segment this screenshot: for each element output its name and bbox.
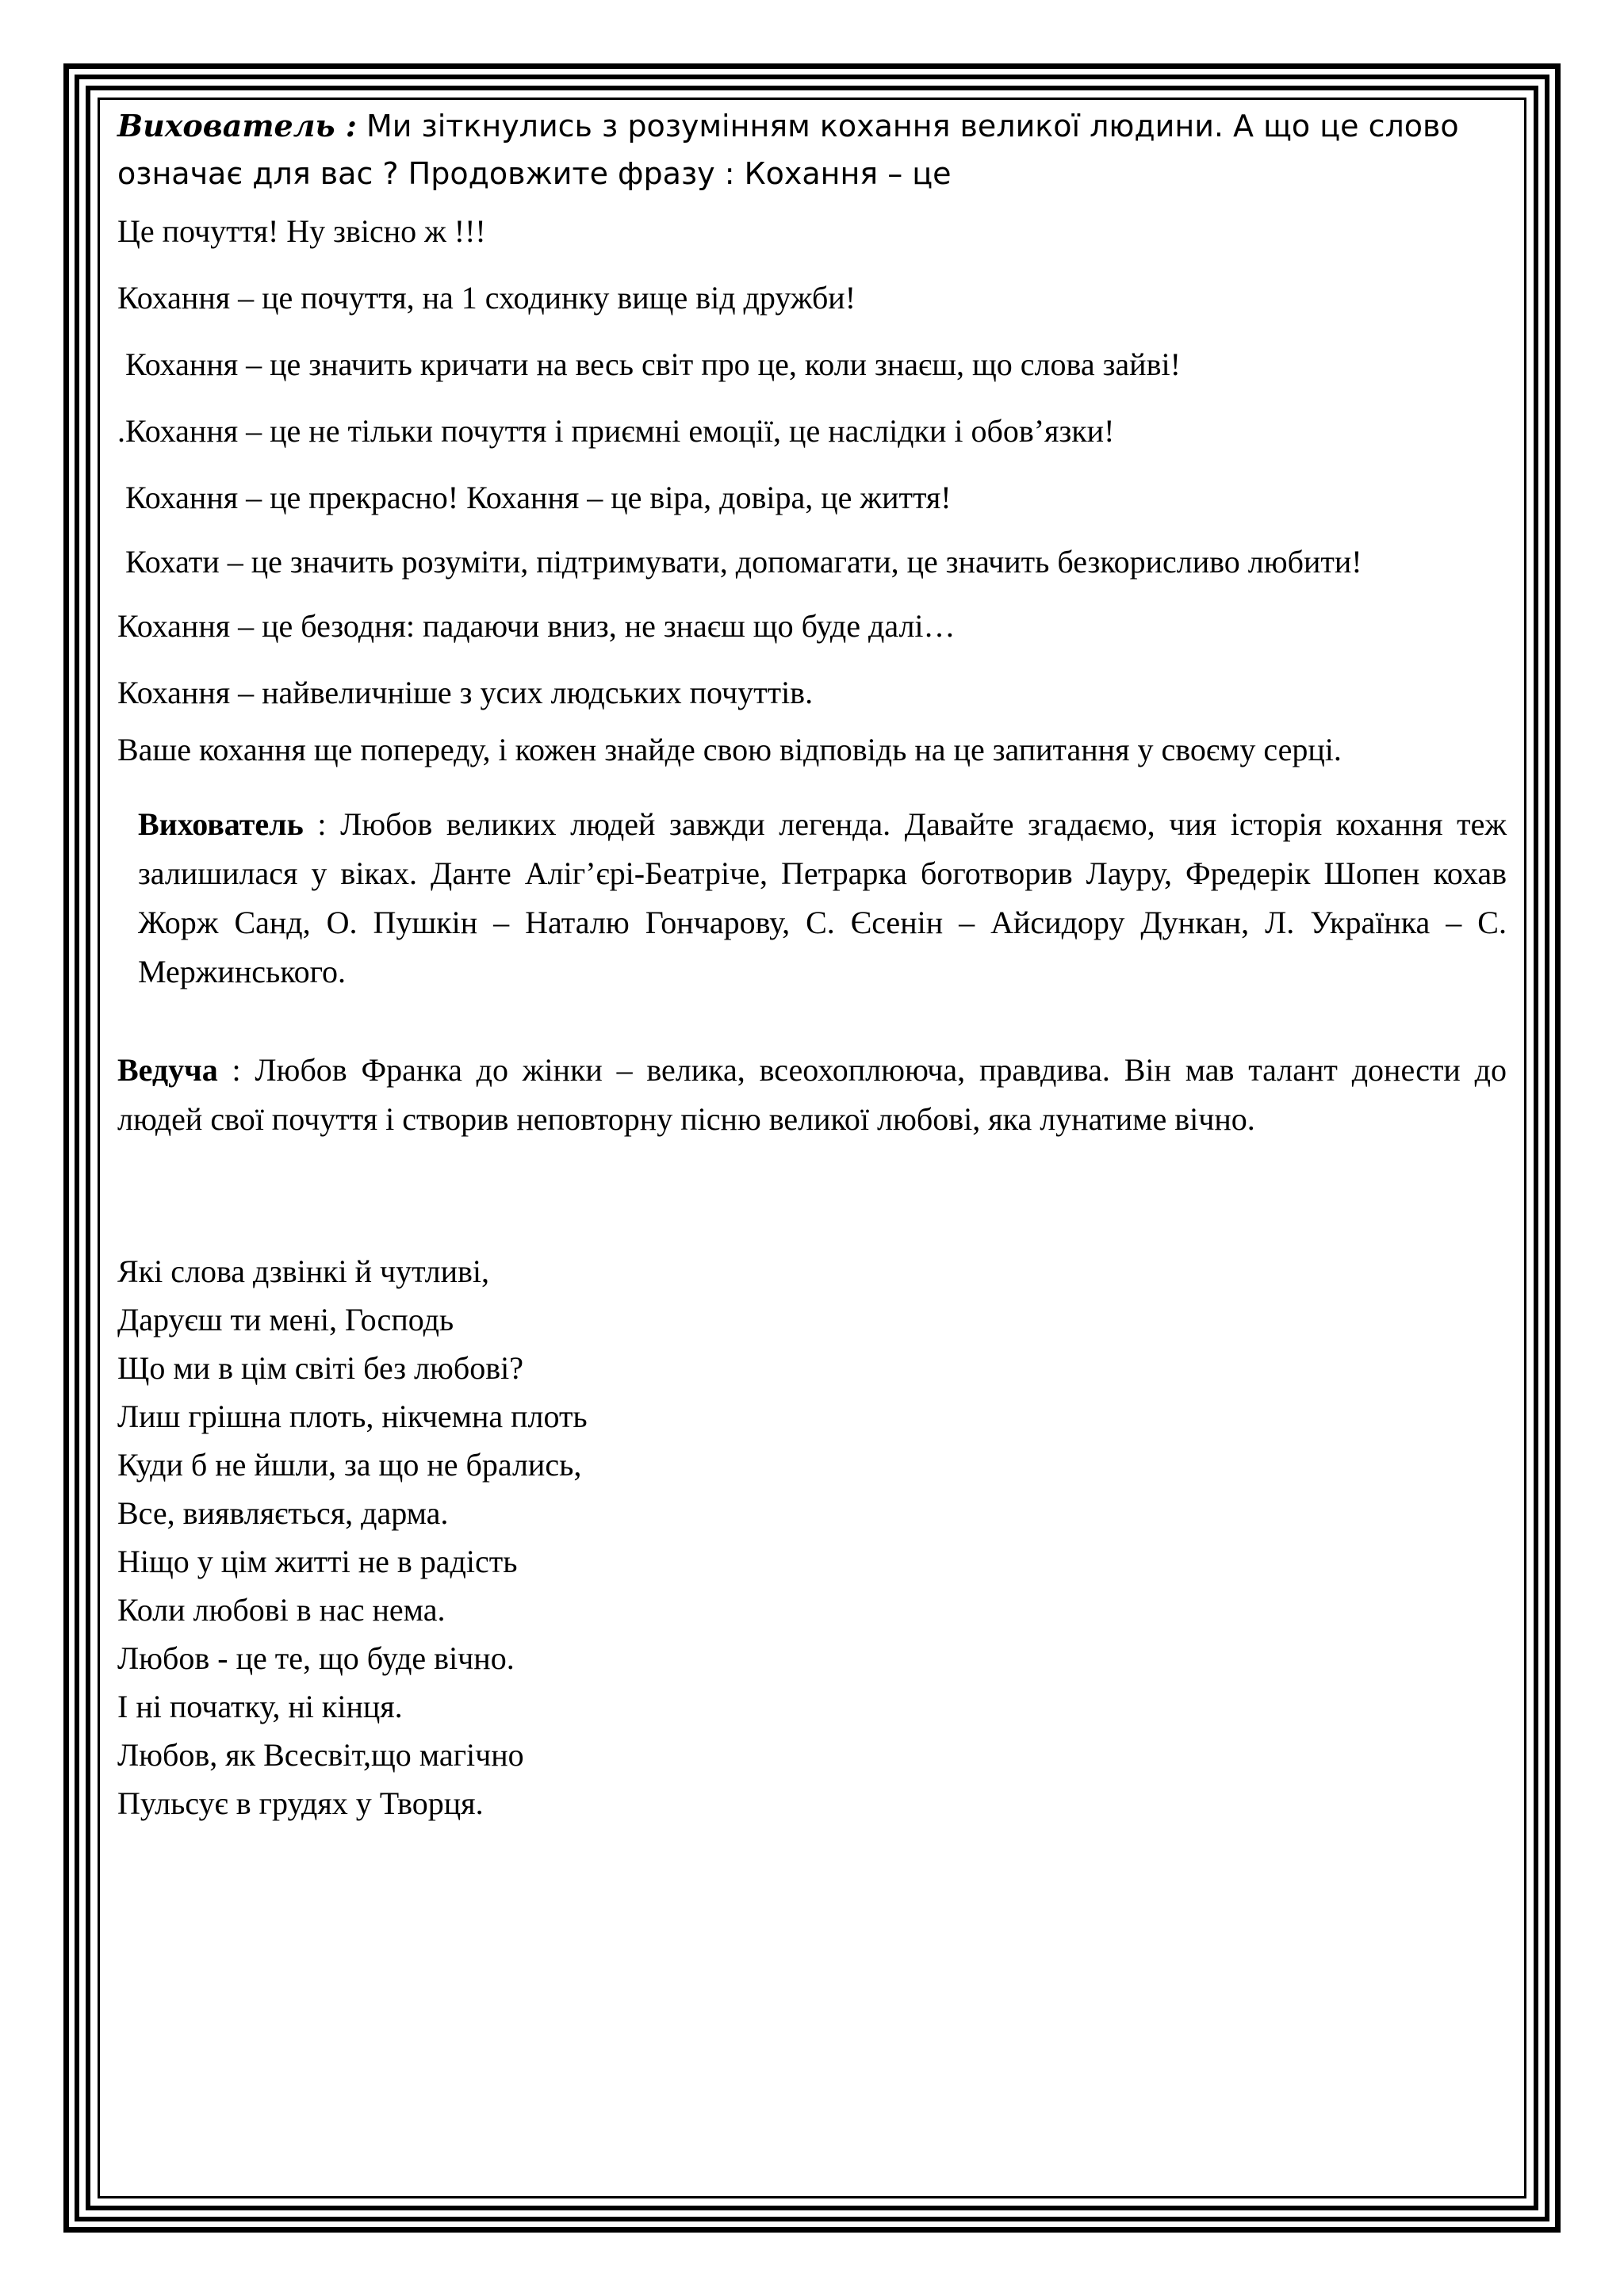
answer-line: Кохання – це почуття, на 1 сходинку вище від дружби!	[117, 280, 856, 316]
host-paragraph	[117, 1046, 1507, 1144]
intro-paragraph	[117, 102, 1507, 197]
answer-line: Це почуття! Ну звісно ж !!!	[117, 213, 486, 249]
poem-line: Куди б не йшли, за що не брались,	[117, 1447, 582, 1483]
answer-line: Кохання – це значить кричати на весь світ про це, коли знаєш, що слова зайві!	[117, 346, 1181, 382]
teacher-speaker-label: Вихователь	[138, 806, 304, 842]
intro-text: Ми зіткнулись з розумінням кохання великої людини. А що це слово означає для вас ? Продовжите фразу : Кохання – це	[117, 109, 1459, 191]
poem-line: Які слова дзвінкі й чутливі,	[117, 1253, 490, 1289]
poem-line: Що ми в цім світі без любові?	[117, 1350, 523, 1386]
answer-line: Кохання – найвеличніше з усих людських почуттів.	[117, 675, 814, 710]
poem-line: Коли любові в нас нема.	[117, 1592, 446, 1628]
answer-line: Кохати – це значить розуміти, підтримувати, допомагати, це значить безкорисливо любити!	[117, 544, 1362, 580]
poem-line: Пульсує в грудях у Творця.	[117, 1785, 484, 1821]
poem-line: Ніщо у цім житті не в радість	[117, 1544, 518, 1579]
teacher-text: : Любов великих людей завжди легенда. Давайте згадаємо, чия історія кохання теж залишилася у віках. Данте Аліг’єрі-Беатріче, Петрарка боготворив Лауру, Фредерік Шопен кохав Жорж Санд, О. Пушкін – Наталю Гончарову, С. Єсенін – Айсидору Дункан, Л. Українка – С. Мержинського.	[138, 806, 1507, 989]
teacher-paragraph	[117, 800, 1507, 997]
poem-line: Любов - це те, що буде вічно.	[117, 1640, 515, 1676]
document-body	[117, 99, 1507, 1827]
poem-line: Все, виявляється, дарма.	[117, 1495, 449, 1531]
poem-line: Даруєш ти мені, Господь	[117, 1302, 454, 1337]
host-text: : Любов Франка до жінки – велика, всеохоплююча, правдива. Він мав талант донести до людей свої почуття і створив неповторну пісню великої любові, яка лунатиме вічно.	[117, 1052, 1507, 1137]
poem-line: Любов, як Всесвіт,що магічно	[117, 1737, 524, 1773]
poem	[117, 1247, 1507, 1827]
answer-line: Кохання – це безодня: падаючи вниз, не знаєш що буде далі…	[117, 608, 956, 644]
poem-line: Лиш грішна плоть, нікчемна плоть	[117, 1399, 588, 1434]
intro-speaker-label: Вихователь :	[117, 108, 357, 144]
answer-line: Ваше кохання ще попереду, і кожен знайде свою відповідь на це запитання у своєму серці.	[117, 732, 1342, 767]
host-speaker-label: Ведуча	[117, 1052, 218, 1088]
answer-line: .Кохання – це не тільки почуття і приємні емоції, це наслідки і обов’язки!	[117, 413, 1115, 449]
answer-line: Кохання – це прекрасно! Кохання – це віра, довіра, це життя!	[117, 480, 952, 515]
poem-line: І ні початку, ні кінця.	[117, 1689, 403, 1724]
